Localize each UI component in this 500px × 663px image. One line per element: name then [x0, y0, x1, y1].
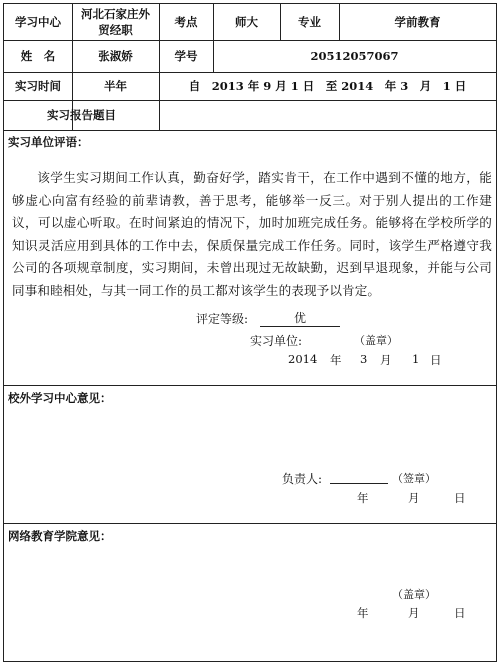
study-center-value-line1: 河北石家庄外 [81, 7, 150, 21]
report-title-value [159, 100, 496, 130]
period-value: 半年 [104, 79, 127, 93]
offcampus-month-label: 月 [408, 491, 420, 505]
internship-form [3, 3, 497, 662]
college-year-label: 年 [357, 606, 369, 620]
row-divider [4, 130, 496, 131]
unit-evaluation-paragraph: 该学生实习期间工作认真，勤奋好学，踏实肯干，在工作中遇到不懂的地方，能够虚心向富有经验的前辈请教，善于思考，能够举一反三。对于别人提出的工作建议，可以虚心听取。在时间紧迫的情况下，加时加班完成任务。能够将在学校所学的知识灵活应用到具体的工作中去，保质保量完成工作任务。同时，该学生严格遵守我公司的各项规章制度，实习期间，未曾出现过无故缺勤，迟到早退现象，并能与公司同事和睦相处，与其一同工作的员工都对该学生的表现予以肯定。 [12, 170, 492, 298]
unit-date-month-label: 月 [380, 353, 392, 367]
study-center-value [72, 4, 159, 40]
name-value: 张淑娇 [98, 49, 133, 63]
student-id-value: 20512057067 [310, 49, 399, 63]
unit-date-day: 1 [412, 352, 420, 366]
responsible-label: 负责人: [282, 472, 323, 486]
grade-value: 优 [260, 309, 340, 327]
unit-date-year: 2014 [288, 352, 318, 366]
college-opinion-heading: 网络教育学院意见： [8, 529, 112, 543]
responsible-signature-line [330, 469, 388, 484]
section-divider [4, 385, 496, 386]
college-day-label: 日 [454, 606, 466, 620]
unit-evaluation-heading: 实习单位评语： [8, 135, 89, 149]
grade-label: 评定等级: [196, 312, 249, 326]
name-label: 姓 名 [20, 49, 56, 63]
report-title-label: 实习报告题目 [47, 108, 116, 122]
major-value: 学前教育 [394, 15, 441, 29]
unit-label: 实习单位: [250, 334, 303, 348]
college-seal-label: （盖章） [392, 588, 436, 601]
unit-seal-label: （盖章） [354, 334, 398, 347]
section-divider [4, 523, 496, 524]
unit-date-year-label: 年 [330, 353, 342, 367]
college-month-label: 月 [408, 606, 420, 620]
offcampus-day-label: 日 [454, 491, 466, 505]
unit-date-day-label: 日 [430, 353, 442, 367]
period-range: 自 2013 年 9 月 1 日 至 2014 年 3 月 1 日 [188, 79, 467, 93]
unit-date-month: 3 [360, 352, 368, 366]
offcampus-year-label: 年 [357, 491, 369, 505]
student-id-label: 学号 [174, 49, 198, 63]
exam-site-label: 考点 [174, 15, 198, 29]
offcampus-sign-label: （签章） [392, 472, 436, 485]
study-center-label: 学习中心 [15, 15, 61, 29]
exam-site-value: 师大 [235, 15, 258, 29]
major-label: 专业 [298, 15, 321, 29]
offcampus-opinion-heading: 校外学习中心意见： [8, 391, 112, 405]
period-label: 实习时间 [15, 79, 61, 93]
study-center-value-line2: 贸经职 [98, 23, 133, 37]
